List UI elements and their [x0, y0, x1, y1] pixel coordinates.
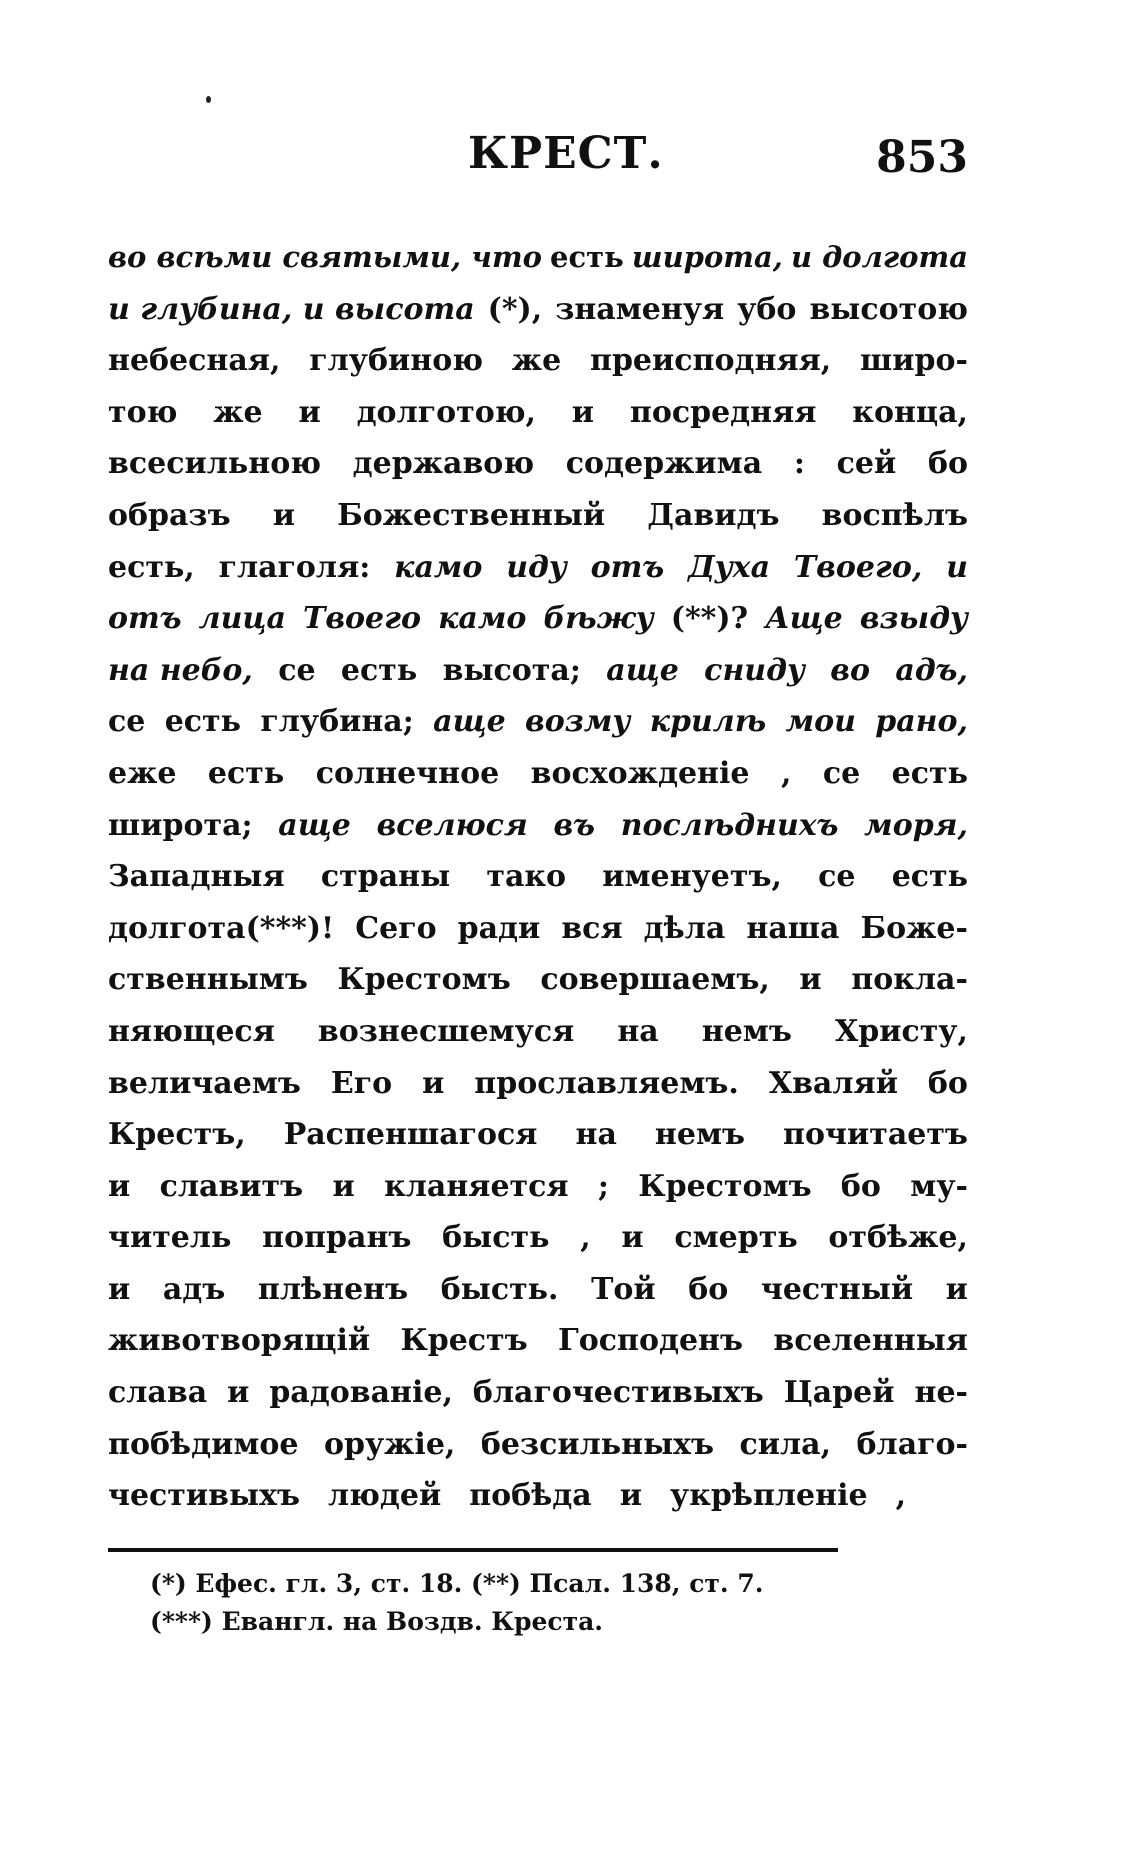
- word: Аще: [765, 601, 843, 637]
- text-line: [108, 645, 968, 697]
- word: же: [213, 394, 263, 430]
- word: въ: [553, 807, 595, 843]
- word: преисподняя,: [589, 343, 832, 379]
- word: тако: [486, 859, 567, 895]
- word: есть: [550, 240, 624, 274]
- word: попранъ: [262, 1220, 412, 1256]
- word: му-: [910, 1168, 968, 1204]
- footnotes: [150, 1565, 910, 1641]
- ink-speck: [206, 96, 211, 103]
- word: Духа: [688, 549, 771, 585]
- word: глаголя:: [218, 549, 371, 585]
- word: возму: [525, 704, 631, 740]
- word: вся: [561, 910, 623, 946]
- text-line: [108, 438, 968, 490]
- word: послѣднихъ: [620, 807, 839, 843]
- word: адъ: [162, 1271, 226, 1307]
- word: аще: [606, 652, 679, 688]
- word: и: [619, 1478, 642, 1514]
- footnote-rule: [108, 1548, 838, 1552]
- word: Сего: [355, 910, 437, 946]
- word: есть: [164, 704, 241, 740]
- word: убо: [737, 291, 797, 327]
- word: Твоего: [303, 601, 422, 637]
- word: немъ: [654, 1117, 746, 1153]
- word: образъ: [108, 497, 231, 533]
- word: слава: [108, 1375, 208, 1411]
- word: смерть: [674, 1220, 798, 1256]
- text-line: [108, 1212, 968, 1264]
- word: бо: [927, 446, 968, 482]
- word: и: [422, 1065, 445, 1101]
- text-line: [108, 1367, 968, 1419]
- word: плѣненъ: [257, 1271, 409, 1307]
- word: и: [946, 549, 968, 585]
- word: камо: [394, 549, 483, 585]
- word: покла-: [851, 962, 968, 998]
- word: оружіе,: [323, 1426, 456, 1462]
- word: няющеся: [108, 1013, 275, 1049]
- text-line: [108, 490, 968, 542]
- word: лица: [198, 601, 286, 637]
- word: се: [108, 704, 146, 740]
- word: рано,: [875, 704, 968, 740]
- text-line: [108, 1419, 968, 1471]
- word: Крестъ: [400, 1323, 528, 1359]
- word: солнечное: [315, 755, 500, 791]
- word: вселюся: [376, 807, 528, 843]
- word: людей: [327, 1478, 442, 1514]
- word: ,: [580, 1220, 591, 1256]
- word: и: [108, 1271, 131, 1307]
- word: всесильною: [108, 446, 321, 482]
- word: се: [818, 859, 856, 895]
- word: се: [278, 652, 316, 688]
- word: Крестъ,: [108, 1117, 246, 1153]
- page-header: [108, 128, 968, 198]
- word: радованіе,: [269, 1375, 453, 1411]
- word: конца,: [852, 394, 968, 430]
- word: взыду: [859, 601, 968, 637]
- text-line: [108, 1315, 968, 1367]
- word: Западныя: [108, 859, 285, 895]
- word: воспѣлъ: [821, 497, 968, 533]
- word: иду: [506, 549, 567, 585]
- word: отъ: [108, 601, 182, 637]
- word: и: [272, 497, 295, 533]
- text-line: [108, 954, 968, 1006]
- word: восхожденіе: [530, 755, 750, 791]
- word: камо: [438, 601, 527, 637]
- word: именуетъ,: [602, 859, 782, 895]
- word: еже: [108, 755, 177, 791]
- text-line: [108, 800, 968, 852]
- text-line: [108, 335, 968, 387]
- word: моря,: [864, 807, 968, 843]
- word: долготою,: [356, 394, 536, 430]
- text-line: [108, 232, 968, 284]
- word: тою: [108, 394, 178, 430]
- word: Божественный: [337, 497, 606, 533]
- word: Крестомъ: [337, 962, 511, 998]
- word: бо: [927, 1065, 968, 1101]
- text-line: [108, 1161, 968, 1213]
- word: аще: [278, 807, 351, 843]
- word: Христу,: [834, 1013, 968, 1049]
- word: страны: [320, 859, 451, 895]
- text-line: [108, 1264, 968, 1316]
- word: высотою: [809, 291, 968, 327]
- word: бысть: [442, 1220, 550, 1256]
- word: Господенъ: [558, 1323, 744, 1359]
- word: содержима: [565, 446, 763, 482]
- word: Царей: [783, 1375, 895, 1411]
- word: и глубина, и высота: [108, 291, 475, 327]
- word: укрѣпленіе: [670, 1478, 868, 1514]
- word: и: [298, 394, 321, 430]
- word: державою: [352, 446, 535, 482]
- word: бысть.: [440, 1271, 559, 1307]
- word: почитаетъ: [783, 1117, 968, 1153]
- word: наша: [746, 910, 840, 946]
- word: безсильныхъ: [480, 1426, 715, 1462]
- footnote-2: (***) Евангл. на Воздв. Креста.: [150, 1607, 604, 1636]
- word: глубиною: [309, 343, 483, 379]
- footnote-1: (*) Ефес. гл. 3, ст. 18. (**) Псал. 138, ст. 7.: [150, 1569, 764, 1598]
- word: и: [227, 1375, 250, 1411]
- word: Боже-: [860, 910, 968, 946]
- word: во: [830, 652, 871, 688]
- word: есть: [340, 652, 418, 688]
- text-line: [108, 1058, 968, 1110]
- word: крилѣ: [649, 704, 767, 740]
- word: благо-: [856, 1426, 968, 1462]
- word: ради: [457, 910, 541, 946]
- word: аще: [433, 704, 506, 740]
- word: небесная,: [108, 343, 281, 379]
- word: широта,: [631, 240, 783, 274]
- word: совершаемъ,: [540, 962, 770, 998]
- word: бо: [688, 1271, 729, 1307]
- word: Давидъ: [647, 497, 780, 533]
- word: славитъ: [159, 1168, 304, 1204]
- word: мои: [785, 704, 856, 740]
- word: Хваляй: [768, 1065, 898, 1101]
- word: глубина;: [260, 704, 414, 740]
- word: и: [621, 1220, 644, 1256]
- word: отъ: [590, 549, 665, 585]
- text-line: [108, 1109, 968, 1161]
- word: во всѣми святыми, что: [108, 240, 542, 274]
- word: посредняя: [629, 394, 817, 430]
- word: ственнымъ: [108, 962, 308, 998]
- word: и: [571, 394, 595, 430]
- text-line: [108, 387, 968, 439]
- word: немъ: [701, 1013, 792, 1049]
- text-line: [108, 903, 968, 955]
- word: и долгота: [790, 240, 968, 274]
- word: (**)?: [670, 601, 749, 637]
- word: побѣда: [469, 1478, 592, 1514]
- word: широта;: [108, 807, 253, 843]
- running-title: КРЕСТ.: [468, 128, 664, 179]
- word: Крестомъ: [638, 1168, 812, 1204]
- word: вознесшемуся: [317, 1013, 575, 1049]
- word: адъ,: [895, 652, 968, 688]
- word: сей: [836, 446, 897, 482]
- word: честивыхъ: [108, 1478, 300, 1514]
- word: Распеншагося: [283, 1117, 538, 1153]
- word: благочестивыхъ: [472, 1375, 764, 1411]
- word: Той: [591, 1271, 656, 1307]
- word: Твоего,: [793, 549, 923, 585]
- word: есть: [891, 755, 968, 791]
- word: кланяется: [384, 1168, 569, 1204]
- word: на: [575, 1117, 617, 1153]
- word: бо: [840, 1168, 881, 1204]
- word: и: [799, 962, 822, 998]
- word: сниду: [704, 652, 805, 688]
- word: побѣдимое: [108, 1426, 299, 1462]
- word: же: [511, 343, 562, 379]
- word: читель: [108, 1220, 232, 1256]
- word: (*),: [487, 291, 543, 327]
- word: на небо,: [108, 652, 253, 688]
- word: знаменуя: [555, 291, 725, 327]
- text-line: [108, 748, 968, 800]
- word: и: [108, 1168, 131, 1204]
- word: дѣла: [643, 910, 726, 946]
- word: ;: [597, 1168, 609, 1204]
- word: долгота(***)!: [108, 910, 335, 946]
- word: широ-: [860, 343, 968, 379]
- word: величаемъ: [108, 1065, 301, 1101]
- word: честный: [760, 1271, 914, 1307]
- word: отбѣже,: [828, 1220, 968, 1256]
- text-line: [108, 284, 968, 336]
- word: есть: [891, 859, 968, 895]
- page-number: 853: [876, 132, 968, 183]
- word: есть,: [108, 549, 195, 585]
- word: не-: [914, 1375, 968, 1411]
- text-line: [108, 851, 968, 903]
- word: высота;: [442, 652, 581, 688]
- word: ,: [780, 755, 792, 791]
- body-text: [108, 232, 968, 1522]
- text-line: [108, 1470, 968, 1522]
- word: прославляемъ.: [474, 1065, 739, 1101]
- word: бѣжу: [543, 601, 654, 637]
- word: ,: [895, 1478, 907, 1514]
- word: Его: [330, 1065, 393, 1101]
- word: на: [617, 1013, 659, 1049]
- text-line: [108, 542, 968, 594]
- word: вселенныя: [773, 1323, 968, 1359]
- text-line: [108, 696, 968, 748]
- word: и: [332, 1168, 355, 1204]
- word: сила,: [739, 1426, 832, 1462]
- word: животворящій: [108, 1323, 371, 1359]
- word: :: [793, 446, 805, 482]
- text-line: [108, 593, 968, 645]
- word: и: [945, 1271, 968, 1307]
- word: се: [822, 755, 861, 791]
- word: есть: [207, 755, 285, 791]
- text-line: [108, 1006, 968, 1058]
